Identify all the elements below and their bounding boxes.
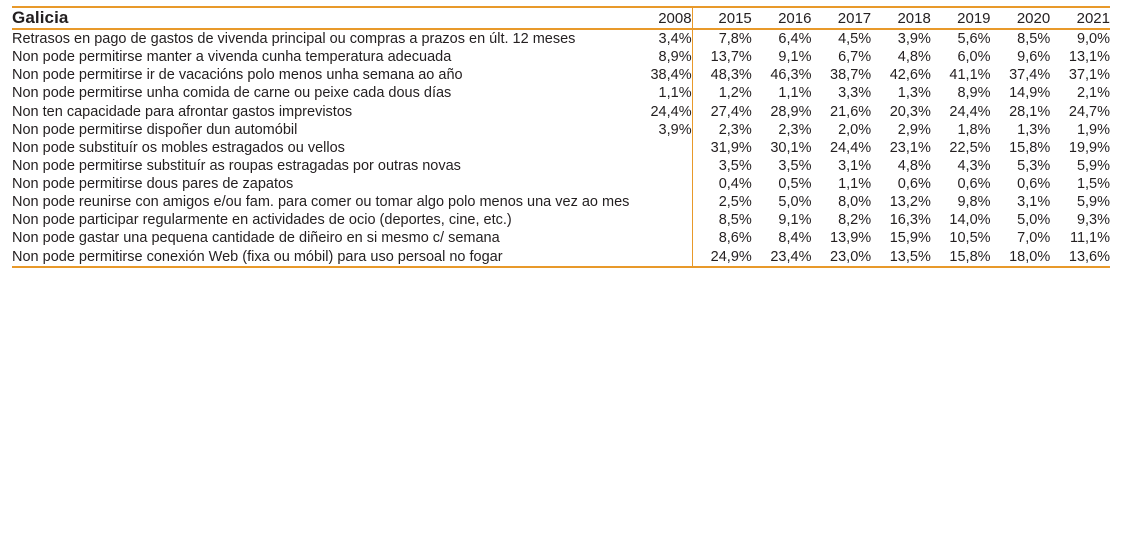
table-row bbox=[12, 193, 1110, 211]
cell-2015: 24,9% bbox=[692, 248, 752, 267]
row-label: Non pode permitirse dous pares de zapatos bbox=[12, 176, 294, 192]
cell-2018: 16,3% bbox=[889, 212, 931, 229]
row-label: Non pode permitirse dispoñer dun automóbil bbox=[12, 121, 298, 138]
cell-2020: 9,6% bbox=[1017, 49, 1051, 66]
row-label: Non pode participar regularmente en actividades de ocio (deportes, cine, etc.) bbox=[12, 212, 512, 229]
cell-2018: 2,9% bbox=[897, 121, 931, 138]
cell-2015: 1,2% bbox=[692, 84, 752, 102]
table-row bbox=[12, 29, 1110, 48]
cell-2016: 1,1% bbox=[778, 85, 812, 102]
cell-2017: 8,2% bbox=[838, 212, 872, 229]
cell-2018: 0,6% bbox=[897, 176, 931, 193]
cell-2016: 23,4% bbox=[752, 248, 812, 267]
cell-2019: 9,8% bbox=[957, 194, 991, 211]
cell-2016: 6,4% bbox=[778, 31, 812, 48]
cell-2015: 27,4% bbox=[692, 103, 752, 121]
cell-2018: 1,3% bbox=[897, 85, 931, 102]
cell-2008: 3,9% bbox=[658, 121, 692, 138]
cell-2019: 4,3% bbox=[957, 157, 991, 174]
table-row bbox=[12, 211, 1110, 229]
cell-2015: 7,8% bbox=[692, 29, 752, 48]
cell-2017: 23,0% bbox=[811, 248, 871, 267]
column-header-2020: 2020 bbox=[991, 7, 1051, 29]
row-label: Non ten capacidade para afrontar gastos imprevistos bbox=[12, 103, 353, 120]
cell-2016: 9,1% bbox=[778, 49, 812, 66]
cell-2016: 5,0% bbox=[778, 194, 812, 211]
cell-2008 bbox=[630, 229, 692, 247]
table-row bbox=[12, 248, 1110, 267]
row-label: Non pode gastar una pequena cantidade de diñeiro en si mesmo c/ semana bbox=[12, 230, 500, 247]
row-label: Non pode permitirse ir de vacacións polo menos unha semana ao año bbox=[12, 67, 463, 84]
column-header-2008: 2008 bbox=[630, 7, 692, 29]
column-header-2018: 2018 bbox=[871, 7, 931, 29]
cell-2017: 24,4% bbox=[830, 139, 872, 156]
cell-2020: 18,0% bbox=[991, 248, 1051, 267]
cell-2017: 2,0% bbox=[838, 121, 872, 138]
cell-2021: 9,0% bbox=[1076, 31, 1110, 48]
column-header-2016: 2016 bbox=[752, 7, 812, 29]
cell-2020: 0,6% bbox=[1017, 176, 1051, 193]
cell-2017: 4,5% bbox=[838, 31, 872, 48]
cell-2019: 8,9% bbox=[957, 85, 991, 102]
cell-2016: 46,3% bbox=[770, 67, 812, 84]
row-label: Non pode permitirse substituír as roupas estragadas por outras novas bbox=[12, 157, 461, 174]
cell-2017: 13,9% bbox=[830, 230, 872, 247]
cell-2017: 21,6% bbox=[830, 103, 872, 120]
cell-2019: 0,6% bbox=[957, 176, 991, 193]
cell-2008 bbox=[630, 248, 692, 267]
table-header bbox=[12, 7, 1110, 29]
cell-2008 bbox=[630, 193, 692, 211]
cell-2021: 11,1% bbox=[1069, 230, 1110, 247]
cell-2019: 24,4% bbox=[949, 103, 991, 120]
column-header-2019: 2019 bbox=[931, 7, 991, 29]
cell-2021: 19,9% bbox=[1068, 139, 1110, 156]
row-label: Non pode reunirse con amigos e/ou fam. para comer ou tomar algo polo menos una vez ao mes bbox=[12, 194, 630, 211]
cell-2018: 15,9% bbox=[889, 230, 931, 247]
header-row bbox=[12, 7, 1110, 29]
cell-2020: 5,3% bbox=[1017, 157, 1051, 174]
cell-2020: 7,0% bbox=[1017, 230, 1051, 247]
cell-2020: 1,3% bbox=[1017, 121, 1051, 138]
cell-2017: 3,3% bbox=[838, 85, 872, 102]
cell-2017: 1,1% bbox=[838, 176, 872, 193]
cell-2018: 4,8% bbox=[897, 49, 931, 66]
cell-2016: 30,1% bbox=[770, 139, 812, 156]
cell-2015: 3,5% bbox=[692, 157, 752, 175]
row-label: Non pode permitirse conexión Web (fixa ou móbil) para uso persoal no fogar bbox=[12, 248, 630, 267]
cell-2016: 2,3% bbox=[778, 121, 812, 138]
row-label: Non pode permitirse unha comida de carne ou peixe cada dous días bbox=[12, 85, 452, 102]
cell-2020: 15,8% bbox=[1009, 139, 1051, 156]
cell-2008: 38,4% bbox=[650, 67, 692, 84]
column-header-2017: 2017 bbox=[811, 7, 871, 29]
cell-2008 bbox=[630, 157, 692, 175]
table-row bbox=[12, 84, 1110, 102]
cell-2021: 5,9% bbox=[1076, 157, 1110, 174]
column-header-2021: 2021 bbox=[1050, 7, 1110, 29]
cell-2021: 2,1% bbox=[1076, 85, 1110, 102]
cell-2021: 37,1% bbox=[1068, 67, 1110, 84]
cell-2019: 6,0% bbox=[957, 49, 991, 66]
cell-2020: 37,4% bbox=[1009, 67, 1051, 84]
cell-2016: 3,5% bbox=[778, 157, 812, 174]
cell-2020: 28,1% bbox=[1009, 103, 1051, 120]
row-label: Non pode substituír os mobles estragados ou vellos bbox=[12, 139, 345, 156]
table-row bbox=[12, 66, 1110, 84]
cell-2008: 3,4% bbox=[658, 31, 692, 48]
cell-2021: 9,3% bbox=[1076, 212, 1110, 229]
cell-2018: 13,5% bbox=[871, 248, 931, 267]
cell-2019: 22,5% bbox=[949, 139, 991, 156]
cell-2015: 8,6% bbox=[692, 229, 752, 247]
table-body bbox=[12, 29, 1110, 267]
column-header-2015: 2015 bbox=[692, 7, 752, 29]
cell-2021: 24,7% bbox=[1068, 103, 1110, 120]
row-label: Retrasos en pago de gastos de vivenda principal ou compras a prazos en últ. 12 meses bbox=[12, 31, 576, 47]
cell-2015: 2,5% bbox=[692, 193, 752, 211]
cell-2018: 20,3% bbox=[889, 103, 931, 120]
table-row bbox=[12, 175, 1110, 193]
cell-2017: 3,1% bbox=[838, 157, 872, 174]
cell-2018: 13,2% bbox=[889, 194, 931, 211]
cell-2015: 48,3% bbox=[692, 66, 752, 84]
cell-2017: 6,7% bbox=[838, 49, 872, 66]
cell-2020: 14,9% bbox=[1009, 85, 1051, 102]
cell-2018: 23,1% bbox=[889, 139, 931, 156]
cell-2008 bbox=[630, 175, 692, 193]
table-row bbox=[12, 48, 1110, 66]
cell-2017: 38,7% bbox=[830, 67, 872, 84]
cell-2015: 31,9% bbox=[692, 139, 752, 157]
cell-2016: 0,5% bbox=[778, 176, 812, 193]
table-row bbox=[12, 103, 1110, 121]
row-label: Non pode permitirse manter a vivenda cunha temperatura adecuada bbox=[12, 49, 452, 66]
indicators-table bbox=[12, 6, 1110, 268]
table-sheet bbox=[0, 6, 1122, 536]
cell-2021: 13,1% bbox=[1068, 49, 1110, 66]
cell-2021: 1,5% bbox=[1076, 176, 1110, 193]
cell-2019: 10,5% bbox=[949, 230, 991, 247]
table-row bbox=[12, 139, 1110, 157]
cell-2015: 2,3% bbox=[692, 121, 752, 139]
cell-2018: 42,6% bbox=[889, 67, 931, 84]
table-title: Galicia bbox=[12, 7, 630, 29]
cell-2016: 9,1% bbox=[778, 212, 812, 229]
cell-2019: 14,0% bbox=[949, 212, 991, 229]
cell-2019: 41,1% bbox=[949, 67, 991, 84]
cell-2015: 13,7% bbox=[692, 48, 752, 66]
cell-2021: 13,6% bbox=[1050, 248, 1110, 267]
cell-2016: 28,9% bbox=[770, 103, 812, 120]
cell-2018: 4,8% bbox=[897, 157, 931, 174]
cell-2016: 8,4% bbox=[778, 230, 812, 247]
cell-2020: 5,0% bbox=[1017, 212, 1051, 229]
cell-2020: 3,1% bbox=[1017, 194, 1051, 211]
table-row bbox=[12, 121, 1110, 139]
cell-2008 bbox=[630, 211, 692, 229]
cell-2018: 3,9% bbox=[897, 31, 931, 48]
cell-2015: 0,4% bbox=[692, 175, 752, 193]
cell-2017: 8,0% bbox=[838, 194, 872, 211]
cell-2021: 1,9% bbox=[1076, 121, 1110, 138]
cell-2008 bbox=[630, 139, 692, 157]
cell-2019: 15,8% bbox=[931, 248, 991, 267]
cell-2008: 24,4% bbox=[650, 103, 692, 120]
cell-2019: 5,6% bbox=[957, 31, 991, 48]
cell-2021: 5,9% bbox=[1076, 194, 1110, 211]
cell-2019: 1,8% bbox=[957, 121, 991, 138]
table-row bbox=[12, 157, 1110, 175]
cell-2008: 1,1% bbox=[658, 85, 692, 102]
table-row bbox=[12, 229, 1110, 247]
cell-2015: 8,5% bbox=[692, 211, 752, 229]
cell-2020: 8,5% bbox=[1017, 31, 1051, 48]
cell-2008: 8,9% bbox=[658, 49, 692, 66]
